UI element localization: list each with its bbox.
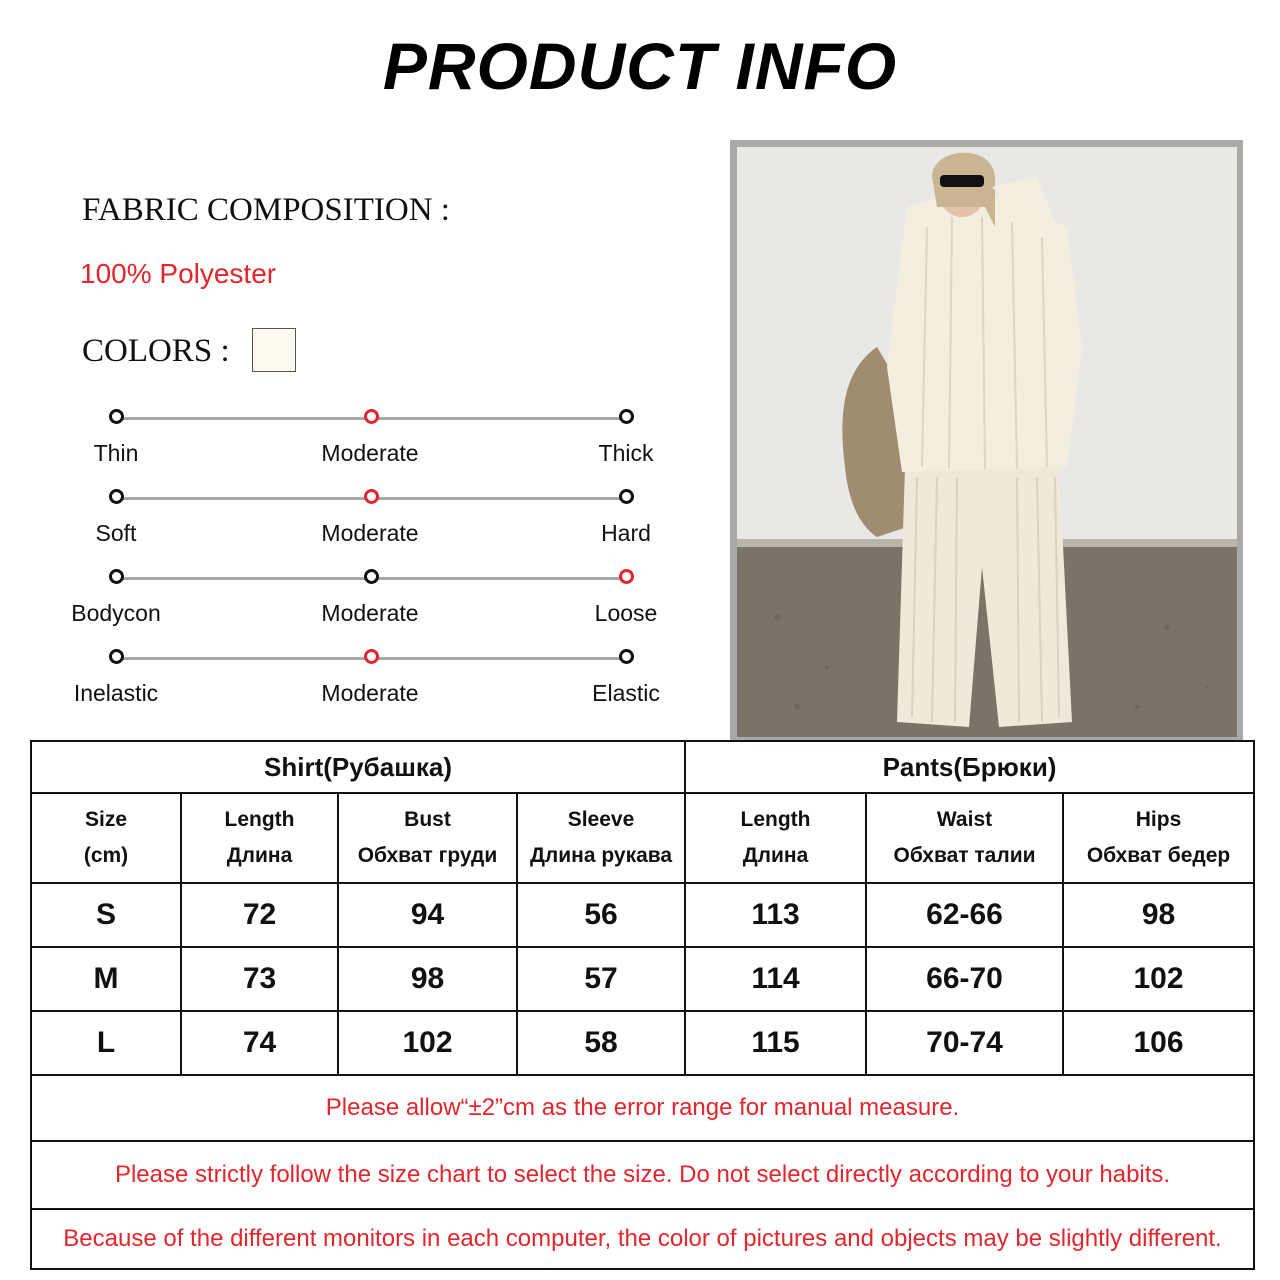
column-header <box>866 793 1063 883</box>
table-row <box>31 947 1254 1011</box>
note-row <box>31 1075 1254 1141</box>
column-header-ru: Обхват талии <box>893 844 1036 867</box>
scale-middle-label: Moderate <box>321 440 419 466</box>
size-cell: L <box>31 1011 181 1075</box>
note-row <box>31 1141 1254 1209</box>
scale-dot-left <box>109 569 124 584</box>
note-row <box>31 1209 1254 1269</box>
shirt-group-header: Shirt(Рубашка) <box>31 741 685 793</box>
color-swatch <box>252 328 296 372</box>
column-header-ru: Длина <box>226 844 293 867</box>
column-header-en: Waist <box>936 808 993 831</box>
scale-right-label: Thick <box>598 440 654 466</box>
table-cell: 58 <box>517 1011 685 1075</box>
scale-right-label: Loose <box>594 600 658 626</box>
table-cell: 102 <box>1063 947 1254 1011</box>
scale-dot-middle <box>364 489 379 504</box>
page-title: PRODUCT INFO <box>382 29 898 103</box>
table-column-header-row <box>31 793 1254 883</box>
elasticity-scale <box>60 648 690 718</box>
pants-group-header: Pants(Брюки) <box>685 741 1254 793</box>
scale-dot-right <box>619 409 634 424</box>
scale-left-label: Thin <box>93 440 139 466</box>
column-header <box>338 793 517 883</box>
scale-right-label: Elastic <box>592 680 660 706</box>
table-cell: 73 <box>181 947 338 1011</box>
column-header-en: Sleeve <box>567 808 635 831</box>
column-header <box>517 793 685 883</box>
scale-dot-middle <box>364 649 379 664</box>
scale-dot-right <box>619 649 634 664</box>
thickness-scale <box>60 408 690 478</box>
scale-dot-left <box>109 409 124 424</box>
column-header-en: Size <box>84 808 128 831</box>
scale-middle-label: Moderate <box>321 520 419 546</box>
fabric-composition-label: FABRIC COMPOSITION : <box>82 192 450 228</box>
measurement-error-note: Please allow“±2”cm as the error range for manual measure. <box>31 1075 1254 1141</box>
size-cell: M <box>31 947 181 1011</box>
table-cell: 113 <box>685 883 866 947</box>
table-cell: 66-70 <box>866 947 1063 1011</box>
table-cell: 57 <box>517 947 685 1011</box>
table-cell: 98 <box>338 947 517 1011</box>
monitor-color-note: Because of the different monitors in each computer, the color of pictures and objects may be slightly different. <box>31 1209 1254 1269</box>
scale-left-label: Inelastic <box>73 680 159 706</box>
column-header-ru: Обхват груди <box>357 844 498 867</box>
scale-dot-left <box>109 649 124 664</box>
column-header <box>181 793 338 883</box>
fit-scale <box>60 568 690 638</box>
table-cell: 74 <box>181 1011 338 1075</box>
table-cell: 106 <box>1063 1011 1254 1075</box>
scale-dot-middle <box>364 569 379 584</box>
column-header <box>685 793 866 883</box>
table-cell: 102 <box>338 1011 517 1075</box>
table-cell: 56 <box>517 883 685 947</box>
column-header <box>31 793 181 883</box>
scale-dot-left <box>109 489 124 504</box>
scale-left-label: Soft <box>95 520 137 546</box>
column-header-en: Bust <box>404 808 451 831</box>
size-chart-note: Please strictly follow the size chart to select the size. Do not select directly according to your habits. <box>31 1141 1254 1209</box>
product-photo <box>737 147 1237 737</box>
table-group-header-row <box>31 741 1254 793</box>
table-cell: 72 <box>181 883 338 947</box>
table-cell: 62-66 <box>866 883 1063 947</box>
softness-scale <box>60 488 690 558</box>
scale-dot-right <box>619 489 634 504</box>
table-cell: 115 <box>685 1011 866 1075</box>
fabric-composition-value: 100% Polyester <box>80 258 277 289</box>
column-header <box>1063 793 1254 883</box>
scale-middle-label: Moderate <box>321 600 419 626</box>
scale-right-label: Hard <box>601 520 651 546</box>
column-header-ru: Длина <box>742 844 809 867</box>
table-row <box>31 883 1254 947</box>
table-row <box>31 1011 1254 1075</box>
column-header-ru: Обхват бедер <box>1086 844 1231 867</box>
scale-left-label: Bodycon <box>71 600 161 626</box>
column-header-en: Length <box>224 808 295 831</box>
size-cell: S <box>31 883 181 947</box>
table-cell: 70-74 <box>866 1011 1063 1075</box>
table-cell: 114 <box>685 947 866 1011</box>
model-illustration <box>737 147 1237 737</box>
table-cell: 94 <box>338 883 517 947</box>
column-header-en: Hips <box>1135 808 1182 831</box>
scale-middle-label: Moderate <box>321 680 419 706</box>
table-cell: 98 <box>1063 883 1254 947</box>
column-header-en: Length <box>740 808 811 831</box>
column-header-ru: Длина рукава <box>529 844 673 867</box>
colors-label: COLORS : <box>82 333 230 369</box>
scale-dot-middle <box>364 409 379 424</box>
scale-dot-right <box>619 569 634 584</box>
column-header-ru: (cm) <box>83 844 129 867</box>
size-chart-table <box>30 740 1255 1270</box>
